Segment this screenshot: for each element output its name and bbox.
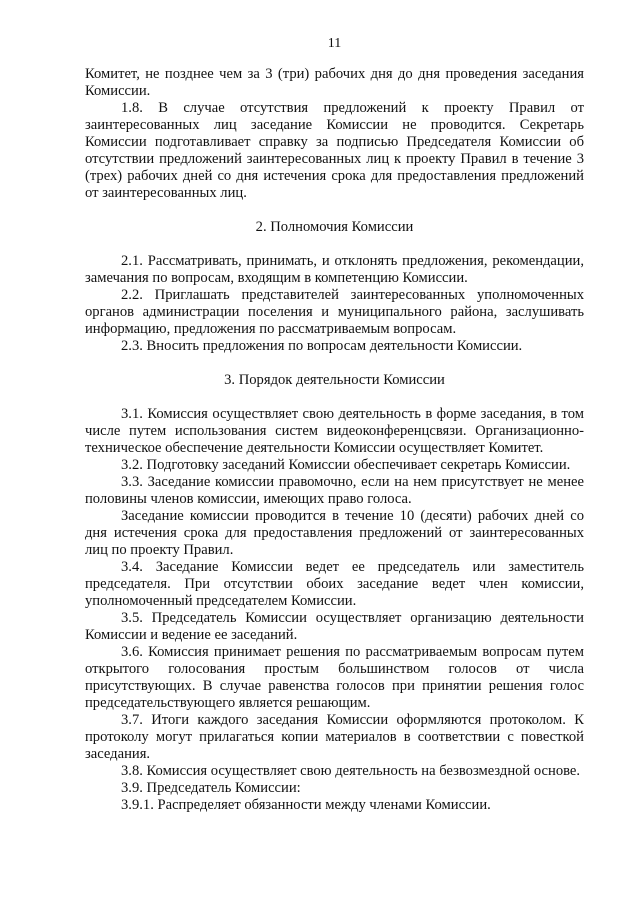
paragraph-3-7: 3.7. Итоги каждого заседания Комиссии оформляются протоколом. К протоколу могут прилагаться копии материалов в соответствии с повесткой заседания. — [85, 712, 584, 762]
paragraph-3-5: 3.5. Председатель Комиссии осуществляет организацию деятельности Комиссии и ведение ее заседаний. — [85, 610, 584, 643]
section-3-heading: 3. Порядок деятельности Комиссии — [224, 372, 445, 388]
paragraph-3-2: 3.2. Подготовку заседаний Комиссии обеспечивает секретарь Комиссии. — [121, 457, 571, 473]
paragraph-3-1: 3.1. Комиссия осуществляет свою деятельность в форме заседания, в том числе путем использования систем видеоконференцсвязи. Организационно-техническое обеспечение деятельности Комиссии осуществляет Комитет. — [85, 406, 584, 456]
paragraph-2-3: 2.3. Вносить предложения по вопросам деятельности Комиссии. — [121, 338, 523, 354]
page-number: 11 — [327, 36, 342, 51]
paragraph-3-8: 3.8. Комиссия осуществляет свою деятельность на безвозмездной основе. — [121, 763, 581, 779]
paragraph-continuation: Комитет, не позднее чем за 3 (три) рабочих дня до дня проведения заседания Комиссии. — [85, 66, 584, 99]
paragraph-2-1: 2.1. Рассматривать, принимать, и отклонять предложения, рекомендации, замечания по вопросам, входящим в компетенцию Комиссии. — [85, 253, 584, 286]
paragraph-3-3: 3.3. Заседание комиссии правомочно, если на нем присутствует не менее половины членов комиссии, имеющих право голоса. — [85, 474, 584, 507]
paragraph-1-8: 1.8. В случае отсутствия предложений к проекту Правил от заинтересованных лиц заседание Комиссии не проводится. Секретарь Комиссии подготавливает справку за подписью Председателя Комиссии об отсутствии предложений заинтересованных лиц к проекту Правил в течение 3 (трех) рабочих дней со дня истечения срока для предоставления предложений от заинтересованных лиц. — [85, 100, 584, 201]
paragraph-3-4: 3.4. Заседание Комиссии ведет ее председатель или заместитель председателя. При отсутствии обоих заседание ведет член комиссии, уполномоченный председателем Комиссии. — [85, 559, 584, 609]
section-2-heading: 2. Полномочия Комиссии — [255, 219, 414, 235]
paragraph-3-9-1: 3.9.1. Распределяет обязанности между членами Комиссии. — [121, 797, 491, 813]
paragraph-3-9: 3.9. Председатель Комиссии: — [121, 780, 301, 796]
paragraph-3-6: 3.6. Комиссия принимает решения по рассматриваемым вопросам путем открытого голосования простым большинством голосов от числа присутствующих. В случае равенства голосов при принятии решения голос председательствующего является решающим. — [85, 644, 584, 711]
paragraph-3-3-continued: Заседание комиссии проводится в течение 10 (десяти) рабочих дней со дня истечения срока для предоставления предложений от заинтересованных лиц по проекту Правил. — [85, 508, 584, 558]
paragraph-2-2: 2.2. Приглашать представителей заинтересованных уполномоченных органов администрации поселения и муниципального района, заслушивать информацию, предложения по рассматриваемым вопросам. — [85, 287, 584, 337]
